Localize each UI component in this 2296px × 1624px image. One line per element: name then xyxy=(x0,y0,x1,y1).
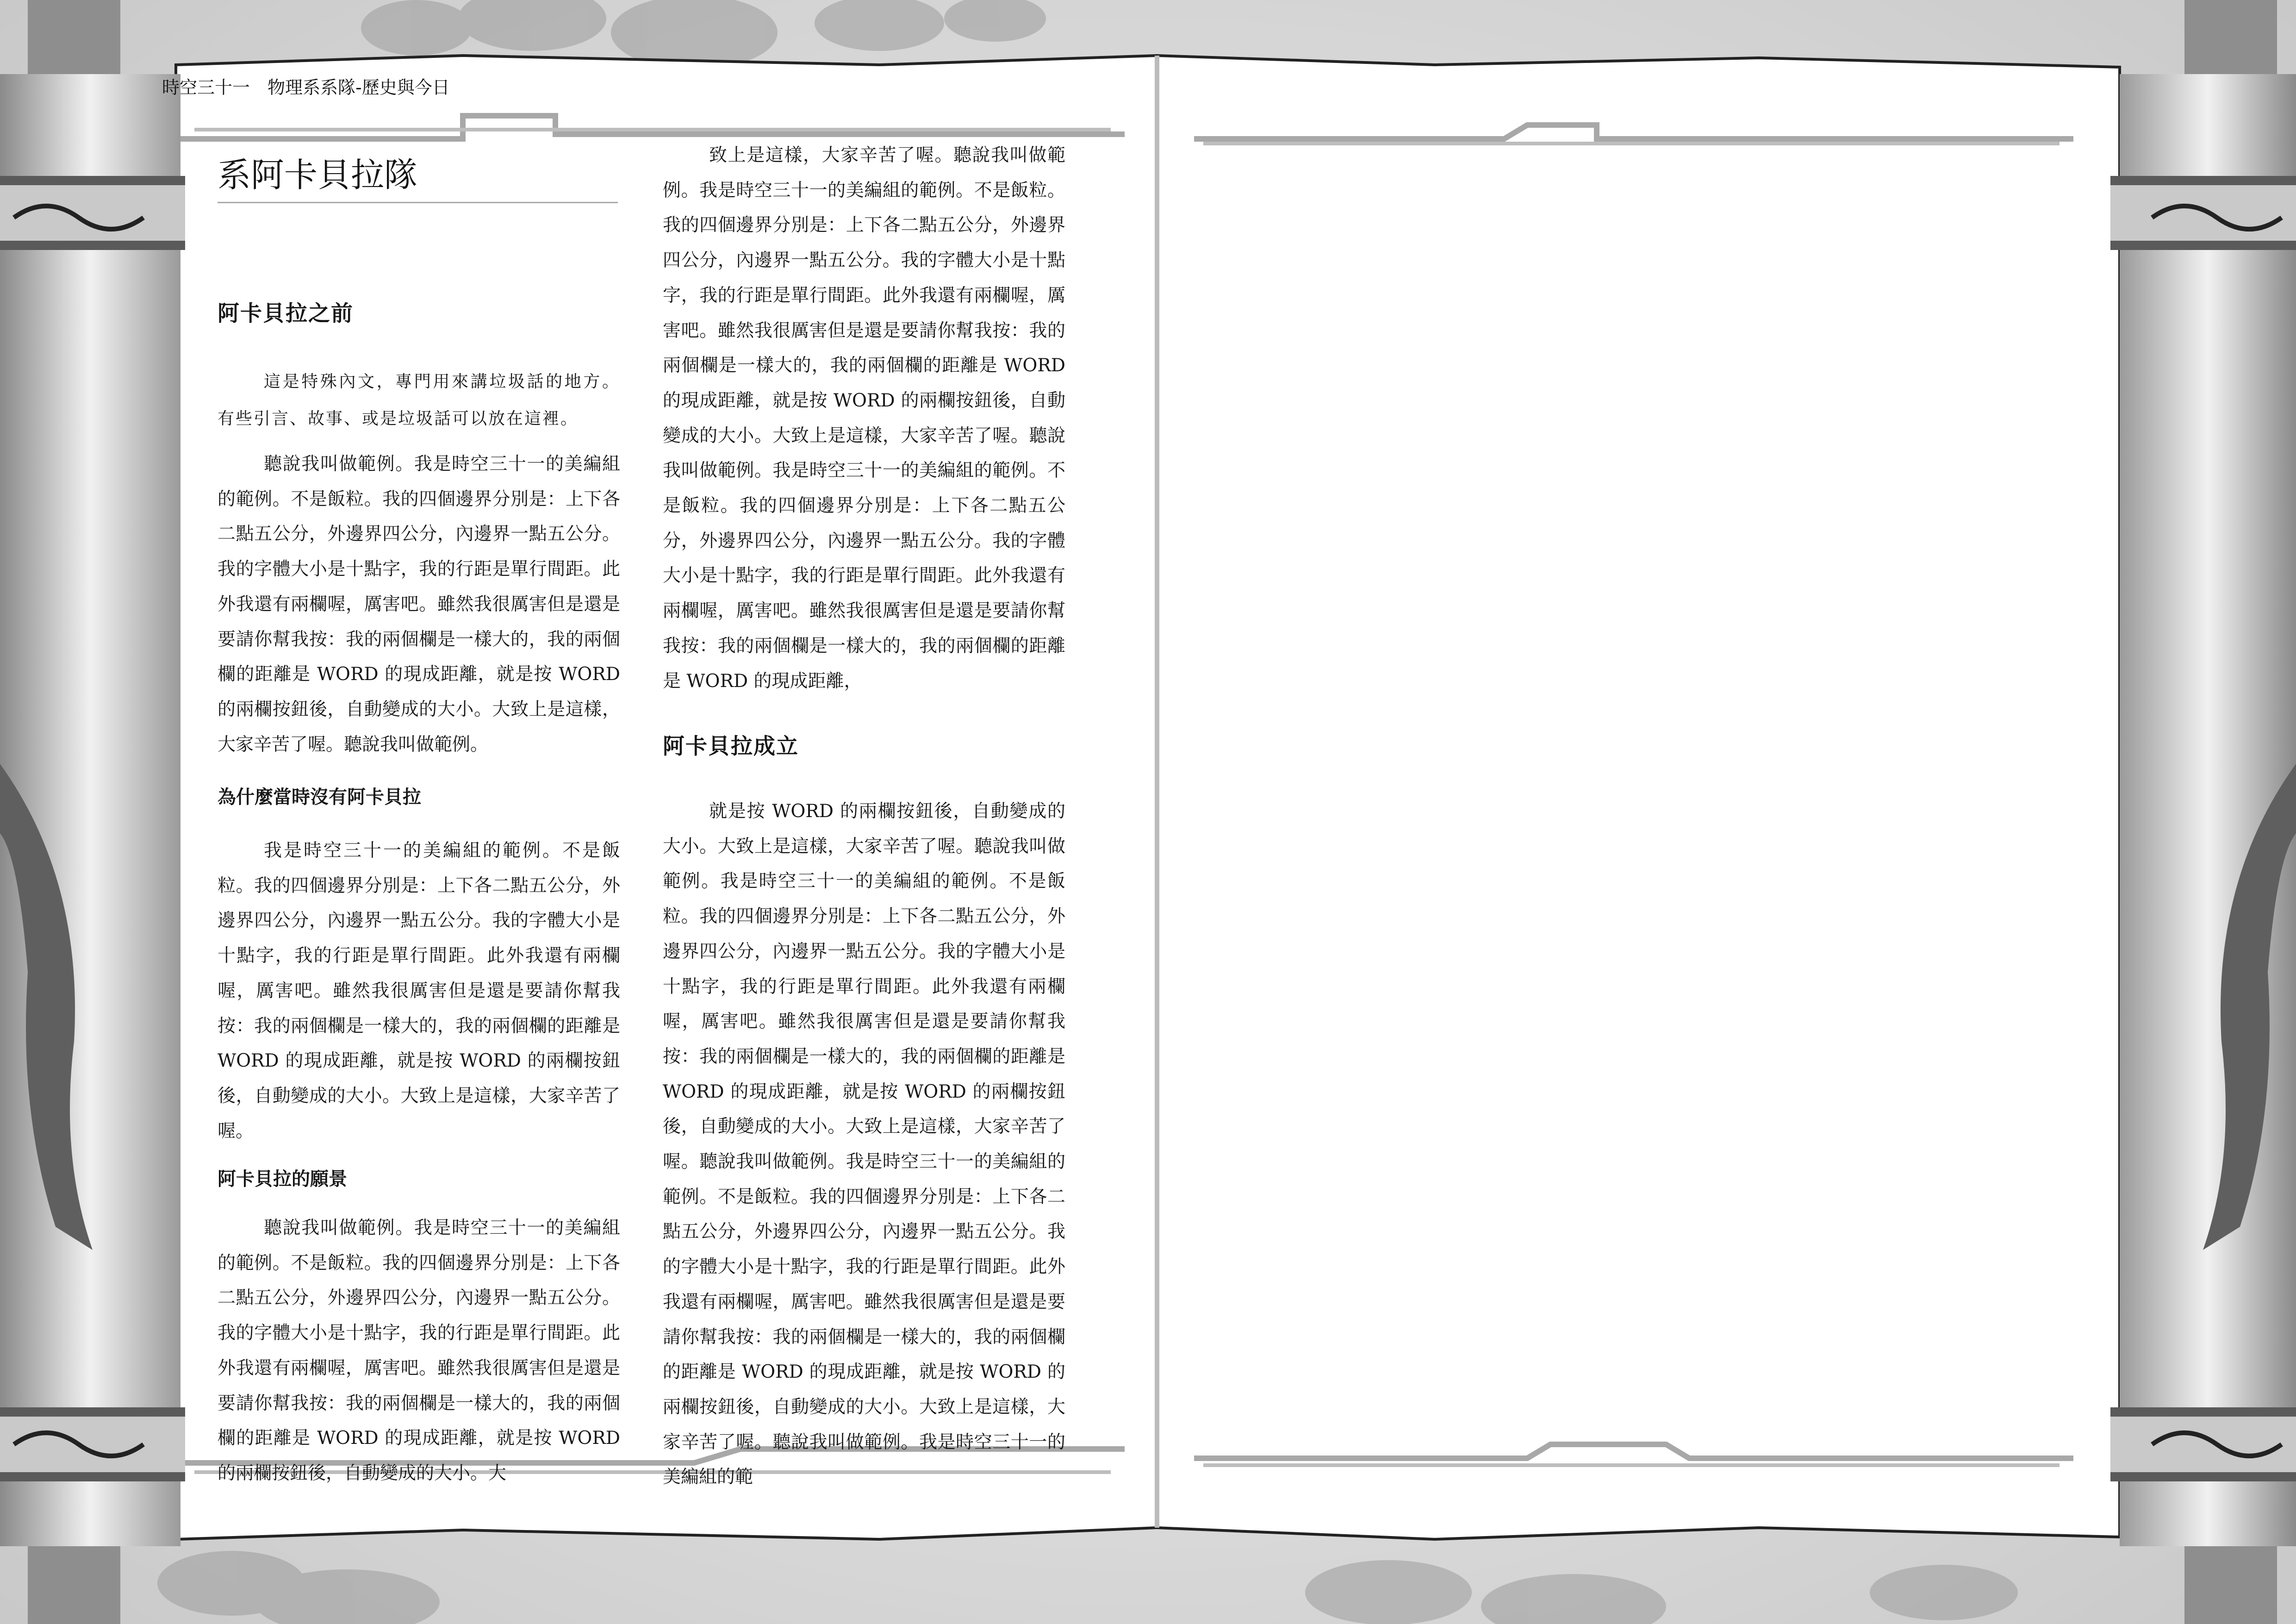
subsection-heading: 為什麼當時沒有阿卡貝拉 xyxy=(218,787,421,808)
left-column xyxy=(218,0,620,1624)
body-paragraph: 聽說我叫做範例。我是時空三十一的美編組的範例。不是飯粒。我的四個邊界分別是：上下各二點五公分，外邊界四公分，內邊界一點五公分。我的字體大小是十點字，我的行距是單行間距。此外我還有兩欄喔，厲害吧。雖然我很厲害但是還是要請你幫我按：我的兩個欄是一樣大的，我的兩個欄的距離是 WORD 的現成距離，就是按 WORD 的兩欄按鈕後，自動變成的大小。大致上是這樣，大家辛苦了喔。聽說我叫做範例。 xyxy=(218,454,620,755)
pull-quote: 這是特殊內文，專門用來講垃圾話的地方。有些引言、故事、或是垃圾話可以放在這裡。 xyxy=(218,372,620,428)
body-paragraph: 致上是這樣，大家辛苦了喔。聽說我叫做範例。我是時空三十一的美編組的範例。不是飯粒。我的四個邊界分別是：上下各二點五公分，外邊界四公分，內邊界一點五公分。我的字體大小是十點字，我的行距是單行間距。此外我還有兩欄喔，厲害吧。雖然我很厲害但是還是要請你幫我按：我的兩個欄是一樣大的，我的兩個欄的距離是 WORD 的現成距離，就是按 WORD 的兩欄按鈕後，自動變成的大小。大致上是這樣，大家辛苦了喔。聽說我叫做範例。我是時空三十一的美編組的範例。不是飯粒。我的四個邊界分別是：上下各二點五公分，外邊界四公分，內邊界一點五公分。我的字體大小是十點字，我的行距是單行間距。此外我還有兩欄喔，厲害吧。雖然我很厲害但是還是要請你幫我按：我的兩個欄是一樣大的，我的兩個欄的距離是 WORD 的現成距離， xyxy=(663,145,1065,692)
running-header: 時空三十一 物理系系隊-歷史與今日 xyxy=(162,77,450,98)
body-paragraph: 我是時空三十一的美編組的範例。不是飯粒。我的四個邊界分別是：上下各二點五公分，外邊界四公分，內邊界一點五公分。我的字體大小是十點字，我的行距是單行間距。此外我還有兩欄喔，厲害吧。雖然我很厲害但是還是要請你幫我按：我的兩個欄是一樣大的，我的兩個欄的距離是 WORD 的現成距離，就是按 WORD 的兩欄按鈕後，自動變成的大小。大致上是這樣，大家辛苦了喔。 xyxy=(218,840,620,1142)
body-paragraph: 就是按 WORD 的兩欄按鈕後，自動變成的大小。大致上是這樣，大家辛苦了喔。聽說我叫做範例。我是時空三十一的美編組的範例。不是飯粒。我的四個邊界分別是：上下各二點五公分，外邊界四公分，內邊界一點五公分。我的字體大小是十點字，我的行距是單行間距。此外我還有兩欄喔，厲害吧。雖然我很厲害但是還是要請你幫我按：我的兩個欄是一樣大的，我的兩個欄的距離是 WORD 的現成距離，就是按 WORD 的兩欄按鈕後，自動變成的大小。大致上是這樣，大家辛苦了喔。聽說我叫做範例。我是時空三十一的美編組的範例。不是飯粒。我的四個邊界分別是：上下各二點五公分，外邊界四公分，內邊界一點五公分。我的字體大小是十點字，我的行距是單行間距。此外我還有兩欄喔，厲害吧。雖然我很厲害但是還是要請你幫我按：我的兩個欄是一樣大的，我的兩個欄的距離是 WORD 的現成距離，就是按 WORD 的兩欄按鈕後，自動變成的大小。大致上是這樣，大家辛苦了喔。聽說我叫做範例。我是時空三十一的美編組的範 xyxy=(663,801,1065,1488)
subsection-heading: 阿卡貝拉的願景 xyxy=(218,1168,347,1190)
body-paragraph: 聽說我叫做範例。我是時空三十一的美編組的範例。不是飯粒。我的四個邊界分別是：上下各二點五公分，外邊界四公分，內邊界一點五公分。我的字體大小是十點字，我的行距是單行間距。此外我還有兩欄喔，厲害吧。雖然我很厲害但是還是要請你幫我按：我的兩個欄是一樣大的，我的兩個欄的距離是 WORD 的現成距離，就是按 WORD 的兩欄按鈕後，自動變成的大小。大 xyxy=(218,1218,620,1484)
section-heading: 阿卡貝拉成立 xyxy=(663,734,799,759)
section-heading: 阿卡貝拉之前 xyxy=(218,301,354,326)
right-column xyxy=(663,0,1065,1624)
article-title: 系阿卡貝拉隊 xyxy=(218,148,618,203)
